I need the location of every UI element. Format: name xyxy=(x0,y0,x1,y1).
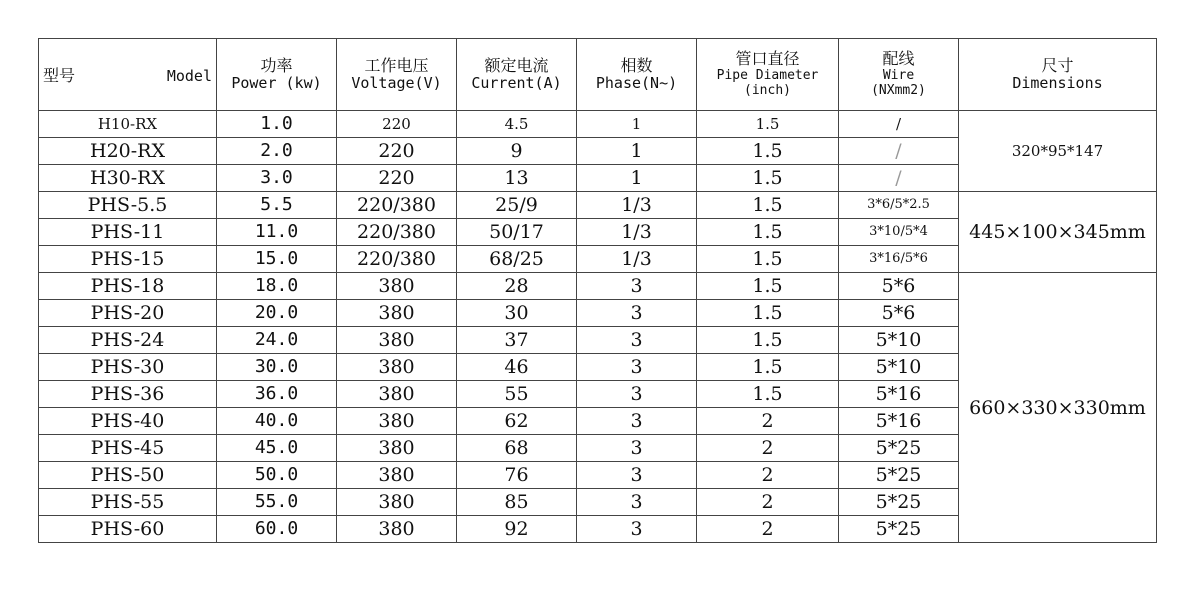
cell-wire: 5*10 xyxy=(839,327,959,354)
cell-power: 5.5 xyxy=(217,192,337,219)
cell-phase: 3 xyxy=(577,462,697,489)
cell-voltage: 380 xyxy=(337,273,457,300)
cell-pipe: 1.5 xyxy=(697,111,839,138)
header-current xyxy=(457,39,577,111)
header-pipe-unit: (inch) xyxy=(744,82,791,98)
cell-power: 60.0 xyxy=(217,516,337,543)
cell-model: PHS-5.5 xyxy=(39,192,217,219)
cell-power: 30.0 xyxy=(217,354,337,381)
cell-pipe: 1.5 xyxy=(697,381,839,408)
header-pipe-en: Pipe Diameter xyxy=(716,67,819,83)
cell-voltage: 380 xyxy=(337,435,457,462)
cell-phase: 1/3 xyxy=(577,219,697,246)
cell-model: PHS-50 xyxy=(39,462,217,489)
header-phase xyxy=(577,39,697,111)
cell-pipe: 2 xyxy=(697,435,839,462)
cell-voltage: 220 xyxy=(337,165,457,192)
cell-pipe: 1.5 xyxy=(697,273,839,300)
cell-power: 2.0 xyxy=(217,138,337,165)
cell-power: 50.0 xyxy=(217,462,337,489)
header-row xyxy=(39,39,1157,111)
cell-current: 76 xyxy=(457,462,577,489)
header-phase-en: Phase(N~) xyxy=(595,74,678,93)
header-current-cn: 额定电流 xyxy=(484,55,549,75)
cell-model: H20-RX xyxy=(39,138,217,165)
header-dimensions xyxy=(959,39,1157,111)
cell-current: 25/9 xyxy=(457,192,577,219)
cell-voltage: 380 xyxy=(337,327,457,354)
cell-dimensions-group-1: 320*95*147 xyxy=(959,111,1157,192)
header-power xyxy=(217,39,337,111)
cell-pipe: 1.5 xyxy=(697,246,839,273)
cell-voltage: 220 xyxy=(337,111,457,138)
cell-pipe: 1.5 xyxy=(697,219,839,246)
cell-voltage: 220/380 xyxy=(337,219,457,246)
cell-model: PHS-30 xyxy=(39,354,217,381)
header-current-en: Current(A) xyxy=(471,74,562,93)
header-wire-unit: (NXmm2) xyxy=(871,82,926,98)
header-model xyxy=(39,39,217,111)
header-wire-cn: 配线 xyxy=(882,49,915,69)
cell-wire: 3*6/5*2.5 xyxy=(839,192,959,219)
cell-power: 11.0 xyxy=(217,219,337,246)
cell-phase: 1 xyxy=(577,138,697,165)
header-phase-cn: 相数 xyxy=(620,55,653,75)
cell-voltage: 220/380 xyxy=(337,192,457,219)
cell-wire: 3*10/5*4 xyxy=(839,219,959,246)
cell-model: H10-RX xyxy=(39,111,217,138)
cell-phase: 1/3 xyxy=(577,246,697,273)
cell-pipe: 1.5 xyxy=(697,354,839,381)
cell-model: PHS-55 xyxy=(39,489,217,516)
cell-power: 36.0 xyxy=(217,381,337,408)
cell-pipe: 2 xyxy=(697,462,839,489)
cell-phase: 3 xyxy=(577,435,697,462)
cell-voltage: 380 xyxy=(337,516,457,543)
cell-wire: 5*16 xyxy=(839,381,959,408)
cell-current: 68/25 xyxy=(457,246,577,273)
table-row xyxy=(39,111,1157,138)
cell-current: 30 xyxy=(457,300,577,327)
cell-model: PHS-24 xyxy=(39,327,217,354)
header-voltage-en: Voltage(V) xyxy=(351,74,442,93)
cell-power: 15.0 xyxy=(217,246,337,273)
table-row xyxy=(39,192,1157,219)
cell-wire: / xyxy=(839,111,959,138)
header-pipe xyxy=(697,39,839,111)
cell-voltage: 220 xyxy=(337,138,457,165)
cell-pipe: 1.5 xyxy=(697,192,839,219)
cell-pipe: 2 xyxy=(697,516,839,543)
header-model-en: Model xyxy=(166,67,212,85)
cell-current: 92 xyxy=(457,516,577,543)
cell-pipe: 1.5 xyxy=(697,138,839,165)
cell-dimensions-group-3: 660×330×330mm xyxy=(959,273,1157,543)
cell-model: PHS-40 xyxy=(39,408,217,435)
cell-pipe: 2 xyxy=(697,408,839,435)
cell-voltage: 380 xyxy=(337,354,457,381)
cell-voltage: 380 xyxy=(337,489,457,516)
cell-wire: 5*25 xyxy=(839,516,959,543)
cell-model: PHS-60 xyxy=(39,516,217,543)
cell-pipe: 2 xyxy=(697,489,839,516)
header-power-cn: 功率 xyxy=(260,55,293,75)
cell-power: 55.0 xyxy=(217,489,337,516)
cell-wire: 5*16 xyxy=(839,408,959,435)
cell-phase: 3 xyxy=(577,273,697,300)
header-dimensions-cn: 尺寸 xyxy=(1041,55,1074,75)
cell-current: 62 xyxy=(457,408,577,435)
cell-phase: 3 xyxy=(577,489,697,516)
cell-voltage: 220/380 xyxy=(337,246,457,273)
cell-phase: 3 xyxy=(577,516,697,543)
cell-pipe: 1.5 xyxy=(697,300,839,327)
cell-model: PHS-11 xyxy=(39,219,217,246)
cell-wire: / xyxy=(839,138,959,165)
cell-wire: / xyxy=(839,165,959,192)
cell-current: 50/17 xyxy=(457,219,577,246)
cell-dimensions-group-2: 445×100×345mm xyxy=(959,192,1157,273)
cell-voltage: 380 xyxy=(337,381,457,408)
cell-current: 28 xyxy=(457,273,577,300)
cell-phase: 3 xyxy=(577,408,697,435)
cell-pipe: 1.5 xyxy=(697,327,839,354)
cell-wire: 5*10 xyxy=(839,354,959,381)
cell-voltage: 380 xyxy=(337,300,457,327)
cell-wire: 5*25 xyxy=(839,462,959,489)
header-wire-en: Wire xyxy=(882,67,915,83)
cell-current: 9 xyxy=(457,138,577,165)
cell-power: 40.0 xyxy=(217,408,337,435)
cell-phase: 3 xyxy=(577,300,697,327)
header-model-cn: 型号 xyxy=(43,66,76,85)
cell-phase: 3 xyxy=(577,327,697,354)
cell-pipe: 1.5 xyxy=(697,165,839,192)
cell-wire: 5*25 xyxy=(839,489,959,516)
cell-current: 85 xyxy=(457,489,577,516)
header-pipe-cn: 管口直径 xyxy=(735,49,800,69)
cell-power: 45.0 xyxy=(217,435,337,462)
cell-wire: 5*6 xyxy=(839,273,959,300)
header-voltage-cn: 工作电压 xyxy=(364,55,429,75)
cell-current: 46 xyxy=(457,354,577,381)
cell-wire: 5*25 xyxy=(839,435,959,462)
cell-power: 24.0 xyxy=(217,327,337,354)
cell-current: 4.5 xyxy=(457,111,577,138)
cell-current: 37 xyxy=(457,327,577,354)
header-voltage xyxy=(337,39,457,111)
cell-voltage: 380 xyxy=(337,408,457,435)
cell-model: PHS-45 xyxy=(39,435,217,462)
cell-power: 1.0 xyxy=(217,111,337,138)
cell-wire: 3*16/5*6 xyxy=(839,246,959,273)
cell-model: PHS-18 xyxy=(39,273,217,300)
table-row xyxy=(39,273,1157,300)
cell-current: 68 xyxy=(457,435,577,462)
cell-model: H30-RX xyxy=(39,165,217,192)
cell-phase: 1 xyxy=(577,111,697,138)
header-dimensions-en: Dimensions xyxy=(1012,74,1103,93)
header-power-en: Power (kw) xyxy=(231,74,322,93)
spec-table xyxy=(38,38,1157,543)
cell-model: PHS-36 xyxy=(39,381,217,408)
cell-phase: 1 xyxy=(577,165,697,192)
cell-phase: 1/3 xyxy=(577,192,697,219)
cell-current: 55 xyxy=(457,381,577,408)
header-wire xyxy=(839,39,959,111)
cell-model: PHS-15 xyxy=(39,246,217,273)
cell-current: 13 xyxy=(457,165,577,192)
cell-power: 18.0 xyxy=(217,273,337,300)
cell-phase: 3 xyxy=(577,381,697,408)
cell-power: 20.0 xyxy=(217,300,337,327)
cell-model: PHS-20 xyxy=(39,300,217,327)
cell-phase: 3 xyxy=(577,354,697,381)
cell-voltage: 380 xyxy=(337,462,457,489)
cell-wire: 5*6 xyxy=(839,300,959,327)
cell-power: 3.0 xyxy=(217,165,337,192)
